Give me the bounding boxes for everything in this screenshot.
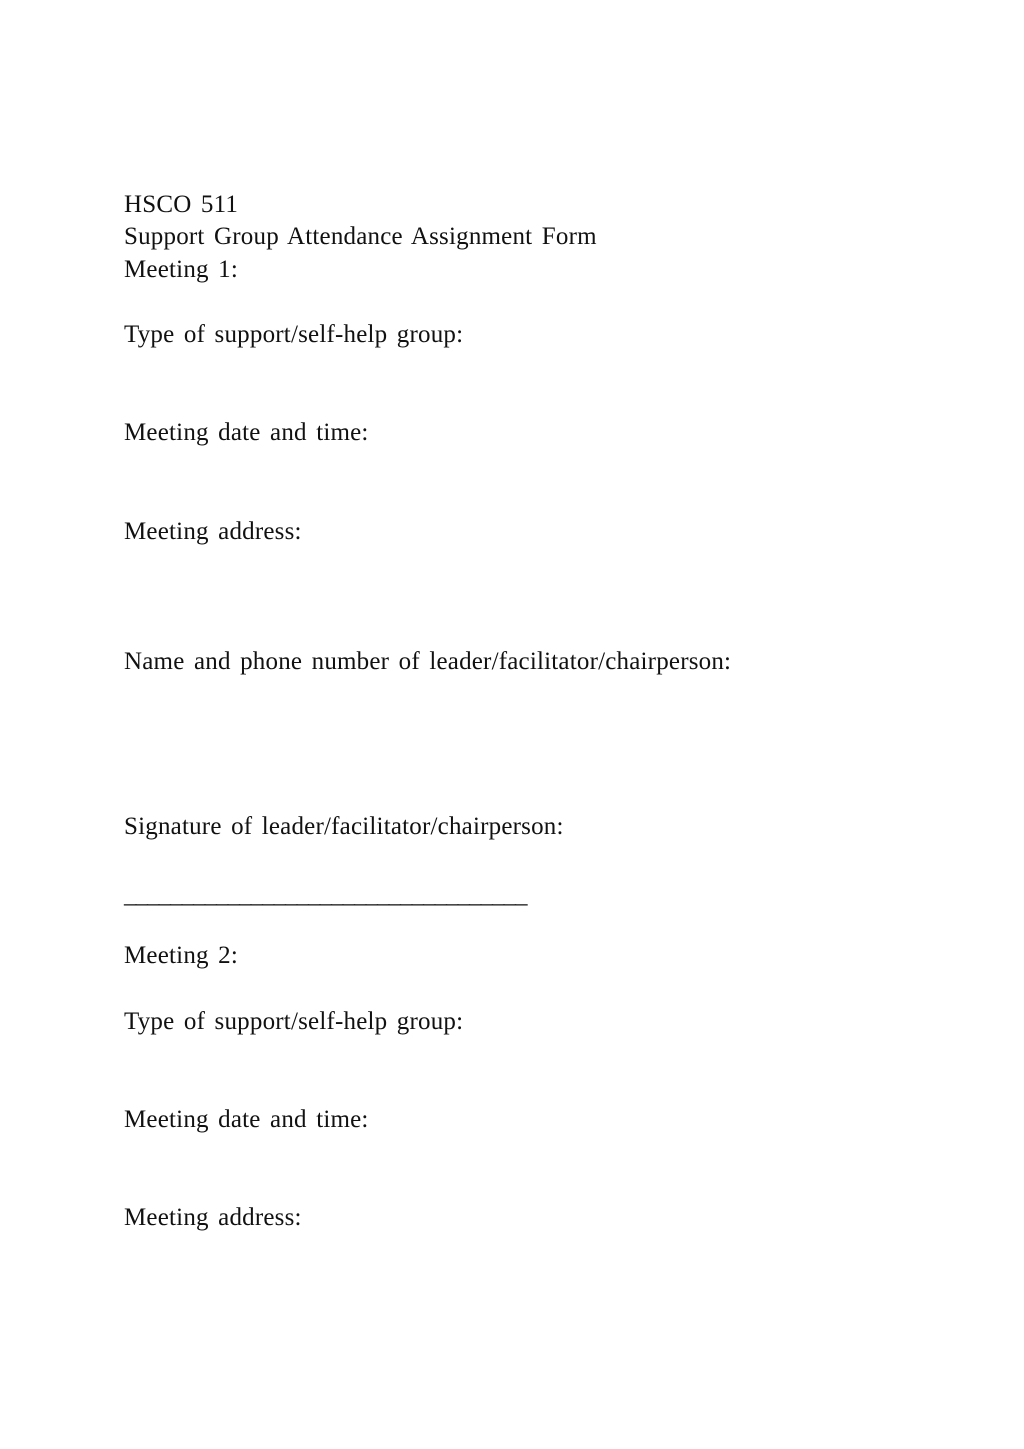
meeting-2-heading: Meeting 2: <box>124 942 239 969</box>
meeting-1-date-label: Meeting date and time: <box>124 419 369 446</box>
meeting-1-address-label: Meeting address: <box>124 518 302 545</box>
meeting-2-date-label: Meeting date and time: <box>124 1106 369 1133</box>
meeting-1-heading: Meeting 1: <box>124 256 239 283</box>
signature-line: ___________________________________ <box>124 881 527 908</box>
meeting-2-type-label: Type of support/self-help group: <box>124 1008 464 1035</box>
meeting-2-address-label: Meeting address: <box>124 1204 302 1231</box>
meeting-1-signature-label: Signature of leader/facilitator/chairperson: <box>124 813 564 840</box>
meeting-1-type-label: Type of support/self-help group: <box>124 321 464 348</box>
meeting-1-leader-label: Name and phone number of leader/facilitator/chairperson: <box>124 648 732 675</box>
course-code: HSCO 511 <box>124 191 239 218</box>
form-title: Support Group Attendance Assignment Form <box>124 223 597 250</box>
